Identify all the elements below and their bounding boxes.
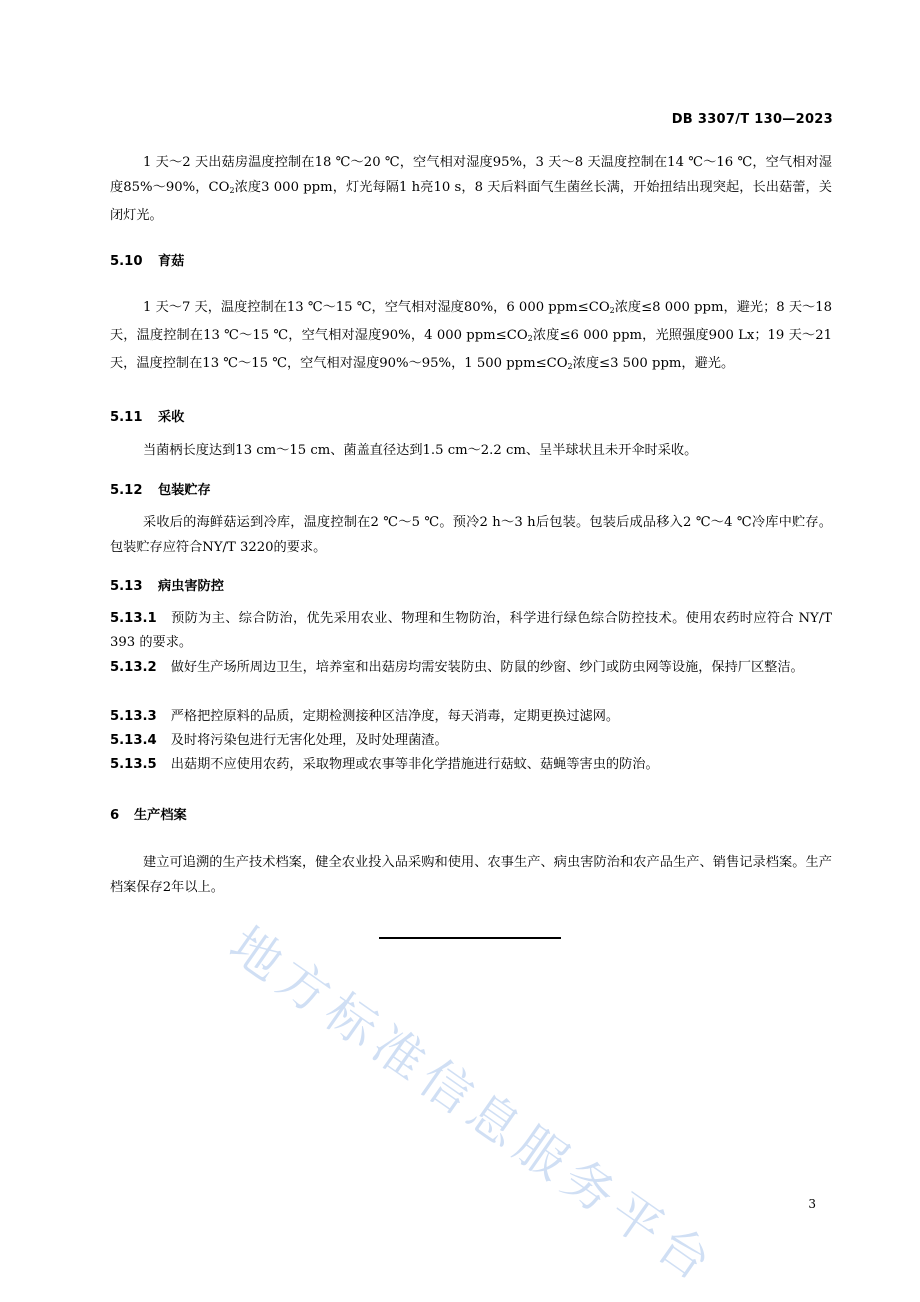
subclause-5-13-1 xyxy=(110,607,832,655)
section-5-12-paragraph: 采收后的海鲜菇运到冷库，温度控制在2 ℃～5 ℃。预冷2 h～3 h后包装。包装后成品移入2 ℃～4 ℃冷库中贮存。包装贮存应符合NY/T 3220的要求。 xyxy=(110,515,832,555)
section-title: 育菇 xyxy=(158,254,185,269)
section-6-paragraph: 建立可追溯的生产技术档案，健全农业投入品采购和使用、农事生产、病虫害防治和农产品生产、销售记录档案。生产档案保存2年以上。 xyxy=(110,855,832,895)
subclause-5-13-5 xyxy=(110,753,832,777)
section-5-10-paragraph xyxy=(110,295,832,379)
section-number: 6 xyxy=(110,808,120,823)
section-5-11-heading xyxy=(110,406,184,425)
section-title: 采收 xyxy=(158,410,185,425)
subclause-5-13-2 xyxy=(110,656,832,680)
subclause-text: 严格把控原料的品质，定期检测接种区洁净度，每天消毒，定期更换过滤网。 xyxy=(170,709,620,724)
subclause-text: 预防为主、综合防治，优先采用农业、物理和生物防治，科学进行绿色综合防控技术。使用农药时应符合 NY/T 393 的要求。 xyxy=(110,611,832,650)
section-number: 5.13 xyxy=(110,579,143,594)
co2-subscript: 2 xyxy=(527,334,533,343)
intro-paragraph xyxy=(110,150,832,228)
section-5-10-heading xyxy=(110,250,184,269)
co2-subscript: 2 xyxy=(567,362,573,371)
section-5-11-paragraph: 当菌柄长度达到13 cm～15 cm、菌盖直径达到1.5 cm～2.2 cm、呈半球状且未开伞时采收。 xyxy=(143,443,698,458)
growth-text-part4: 浓度≤3 500 ppm，避光。 xyxy=(572,356,735,371)
subclause-5-13-4 xyxy=(110,729,832,753)
intro-text-part2: 浓度3 000 ppm，灯光每隔1 h亮10 s，8 天后料面气生菌丝长满，开始扭结出现突起，长出菇蕾，关闭灯光。 xyxy=(110,180,832,223)
section-number: 5.11 xyxy=(110,410,143,425)
co2-subscript: 2 xyxy=(609,306,615,315)
watermark: 地方标准信息服务平台 xyxy=(219,915,728,1296)
section-number: 5.12 xyxy=(110,483,143,498)
intro-text-part1: 1 天～2 天出菇房温度控制在18 ℃～20 ℃，空气相对湿度95%，3 天～8 天温度控制在14 ℃～16 ℃，空气相对湿度85%～90%，CO xyxy=(110,155,832,195)
section-6-heading xyxy=(110,804,187,823)
end-rule xyxy=(379,937,561,939)
subclause-number: 5.13.1 xyxy=(110,611,157,626)
subclause-number: 5.13.3 xyxy=(110,709,157,724)
subclause-number: 5.13.4 xyxy=(110,733,157,748)
growth-text-part3: 浓度≤6 000 ppm，光照强度900 Lx；19 天～21 天，温度控制在13 ℃～15 ℃，空气相对湿度90%～95%，1 500 ppm≤CO xyxy=(110,328,832,371)
subclause-text: 出菇期不应使用农药，采取物理或农事等非化学措施进行菇蚊、菇蝇等害虫的防治。 xyxy=(170,757,659,772)
section-title: 包装贮存 xyxy=(158,483,211,498)
subclause-text: 及时将污染包进行无害化处理，及时处理菌渣。 xyxy=(170,733,448,748)
subclause-5-13-3 xyxy=(110,705,832,729)
growth-text-part1: 1 天～7 天，温度控制在13 ℃～15 ℃，空气相对湿度80%，6 000 ppm≤CO xyxy=(143,300,610,315)
growth-text-part2: 浓度≤8 000 ppm，避光；8 天～18 天，温度控制在13 ℃～15 ℃，空气相对湿度90%，4 000 ppm≤CO xyxy=(110,300,832,343)
page-number: 3 xyxy=(808,1197,816,1211)
section-title: 生产档案 xyxy=(134,808,187,823)
subclause-text: 做好生产场所周边卫生，培养室和出菇房均需安装防虫、防鼠的纱窗、纱门或防虫网等设施，保持厂区整洁。 xyxy=(170,660,804,675)
subclause-number: 5.13.5 xyxy=(110,757,157,772)
subclause-number: 5.13.2 xyxy=(110,660,157,675)
section-title: 病虫害防控 xyxy=(158,579,224,594)
co2-subscript: 2 xyxy=(229,186,235,195)
section-5-13-heading xyxy=(110,575,224,594)
document-code: DB 3307/T 130—2023 xyxy=(671,112,833,127)
section-5-12-heading xyxy=(110,479,211,498)
section-number: 5.10 xyxy=(110,254,143,269)
